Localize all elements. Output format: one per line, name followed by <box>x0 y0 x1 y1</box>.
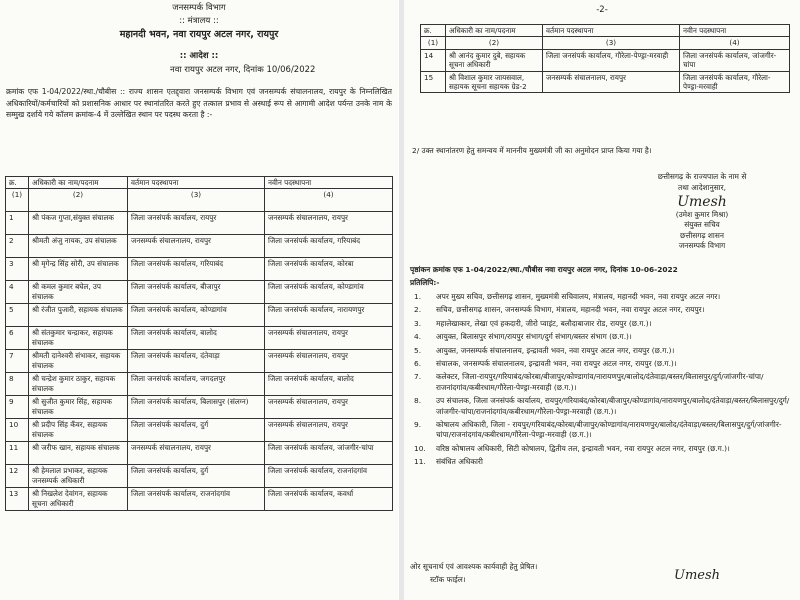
order-title: :: आदेश :: <box>179 51 219 61</box>
approval-note: 2/ उक्त स्थानांतरण हेतु समन्वय में माननीय मुख्यमंत्री जी का अनुमोदन प्राप्त किया गया है। <box>412 146 652 155</box>
officer-name: श्री सुजीत कुमार सिंह, सहायक संचालक <box>29 396 128 419</box>
list-item <box>414 444 794 454</box>
closing-note: ओर सूचनार्थ एवं आवश्यक कार्यवाही हेतु प्रेषित। <box>410 562 538 571</box>
row-number: 11 <box>6 442 29 465</box>
signer-government: छत्तीसगढ़ शासन <box>680 230 724 240</box>
authority-block <box>604 172 800 252</box>
column-number: (2) <box>446 37 543 49</box>
current-posting: जिला जनसंपर्क कार्यालय, बालोद <box>128 327 265 350</box>
row-number: 4 <box>6 281 29 304</box>
current-posting: जिला जनसंपर्क कार्यालय, बिलासपुर (संलग्न) <box>128 396 265 419</box>
table-row <box>6 235 393 258</box>
column-number: (4) <box>680 37 790 49</box>
new-posting: जनसम्पर्क संचालनालय, रायपुर <box>265 350 393 373</box>
table-row <box>6 350 393 373</box>
officer-name: श्री कमल कुमार बघेल, उप संचालक <box>29 281 128 304</box>
new-posting: जिला जनसंपर्क कार्यालय, गरियाबंद <box>265 235 393 258</box>
list-text: वरिष्ठ कोषालय अधिकारी, सिटी कोषालय, द्वितीय तल, इन्द्रावती भवन, नवा रायपुर अटल नगर, रायपुर (छ.ग.)। <box>436 443 730 453</box>
page-number: -2- <box>596 5 608 15</box>
current-posting: जिला जनसंपर्क कार्यालय, गौरेला-पेण्ड्रा-मरवाही <box>543 49 680 71</box>
officer-name: श्री संतकुमार चन्द्राकर, सहायक संचालक <box>29 327 128 350</box>
transfer-table <box>5 176 393 511</box>
list-text: सचिव, छत्तीसगढ़ शासन, जनसम्पर्क विभाग, मंत्रालय, महानदी भवन, नवा रायपुर अटल नगर, रायपुर। <box>436 305 705 315</box>
table-row <box>6 258 393 281</box>
officer-name: श्री जरीफ खान, सहायक संचालक <box>29 442 128 465</box>
column-header: वर्तमान पदस्थापना <box>128 177 265 189</box>
copy-to-label: प्रतिलिपि:- <box>410 278 440 287</box>
table-row <box>421 71 790 93</box>
officer-name: श्रीमती अंजु नायक, उप संचालक <box>29 235 128 258</box>
list-number: 2. <box>414 305 422 315</box>
order-page-1 <box>0 0 398 600</box>
new-posting: जिला जनसंपर्क कार्यालय, कवर्धा <box>265 488 393 511</box>
new-posting: जिला जनसंपर्क कार्यालय, नारायणपुर <box>265 304 393 327</box>
list-text: संचालक, जनसम्पर्क संचालनालय, इन्द्रावती भवन, नवा रायपुर अटल नगर, रायपुर (छ.ग.)। <box>436 359 677 369</box>
column-header: अधिकारी का नाम/पदनाम <box>29 177 128 189</box>
signer-department: जनसम्पर्क विभाग <box>678 241 726 250</box>
officer-name: श्री चन्द्रेश कुमार ठाकुर, सहायक संचालक <box>29 373 128 396</box>
new-posting: जिला जनसंपर्क कार्यालय, राजनांदगांव <box>265 465 393 488</box>
table-row <box>6 488 393 511</box>
signer-post: संयुक्त सचिव <box>684 220 720 229</box>
current-posting: जनसम्पर्क संचालनालय, रायपुर <box>543 71 680 93</box>
letterhead <box>0 2 398 41</box>
new-posting: जिला जनसंपर्क कार्यालय, कोण्डागांव <box>265 281 393 304</box>
new-posting: जनसम्पर्क संचालनालय, रायपुर <box>265 327 393 350</box>
list-number: 8. <box>414 396 422 406</box>
list-text: संबंधित अधिकारी <box>436 457 483 467</box>
department-name: जनसम्पर्क विभाग <box>172 3 226 13</box>
row-number: 6 <box>6 327 29 350</box>
table-row <box>6 281 393 304</box>
copy-list <box>414 292 794 471</box>
list-number: 6. <box>414 359 422 369</box>
current-posting: जिला जनसंपर्क कार्यालय, दुर्ग <box>128 419 265 442</box>
list-item <box>414 305 794 315</box>
list-number: 4. <box>414 332 422 342</box>
table-row <box>6 304 393 327</box>
list-item <box>414 292 794 302</box>
row-number: 9 <box>6 396 29 419</box>
list-number: 1. <box>414 292 422 301</box>
current-posting: जिला जनसंपर्क कार्यालय, बीजापुर <box>128 281 265 304</box>
row-number: 3 <box>6 258 29 281</box>
order-line: तथा आदेशानुसार, <box>677 182 726 192</box>
current-posting: जिला जनसंपर्क कार्यालय, राजनांदगांव <box>128 488 265 511</box>
row-number: 2 <box>6 235 29 258</box>
list-text: आयुक्त, बिलासपुर संभाग/रायपुर संभाग/दुर्ग संभाग/बस्तर संभाग (छ.ग.)। <box>436 332 632 342</box>
new-posting: जिला जनसंपर्क कार्यालय, कोरबा <box>265 258 393 281</box>
officer-name: श्री आनंद कुमार दुबे, सहायक सूचना अधिकारी <box>446 49 543 71</box>
row-number: 10 <box>6 419 29 442</box>
current-posting: जिला जनसंपर्क कार्यालय, दुर्ग <box>128 465 265 488</box>
list-number: 3. <box>414 318 422 328</box>
current-posting: जिला जनसंपर्क कार्यालय, जगदलपुर <box>128 373 265 396</box>
transfer-table-continued <box>420 24 790 93</box>
list-text: आयुक्त, जनसम्पर्क संचालनालय, इन्द्रावती भवन, नवा रायपुर अटल नगर, रायपुर (छ.ग.)। <box>436 345 675 355</box>
order-page-2 <box>404 0 800 600</box>
column-header: नवीन पदस्थापना <box>265 177 393 189</box>
column-number: (4) <box>265 189 393 212</box>
signature: Umesh <box>677 194 727 210</box>
table-row <box>6 419 393 442</box>
list-item <box>414 346 794 356</box>
new-posting: जिला जनसंपर्क कार्यालय, जांजगीर-चांपा <box>265 442 393 465</box>
list-number: 10. <box>414 443 426 453</box>
column-number: (3) <box>543 37 680 49</box>
list-item <box>414 359 794 369</box>
list-item <box>414 396 794 417</box>
officer-name: श्री निखलेश देवांगन, सहायक सूचना अधिकारी <box>29 488 128 511</box>
current-posting: जिला जनसंपर्क कार्यालय, दंतेवाड़ा <box>128 350 265 373</box>
governor-line: छत्तीसगढ़ के राज्यपाल के नाम से <box>657 172 747 181</box>
order-paragraph: क्रमांक एफ 1-04/2022/स्था./चौबीस :: राज्य शासन एतद्द्वारा जनसम्पर्क विभाग एवं जनसम्पर्क संचालनालय, रायपुर के निम्नलिखित अधिकारियों/कर्मचारियों को प्रशासनिक आधार पर स्थानांतरित करते हुए तत्काल प्रभाव से अस्थाई रूप से आगामी आदेश पर्यन्त उनके नाम के सम्मुख दर्शाये गये कॉलम क्रमांक-4 में उल्लेखित स्थान पर पदस्थ करता है :- <box>6 87 392 120</box>
officer-name: श्री पंकज गुप्ता,संयुक्त संचालक <box>29 212 128 235</box>
new-posting: जिला जनसंपर्क कार्यालय, गौरेला-पेण्ड्रा-मरवाही <box>680 71 790 93</box>
officer-name: श्री मृगेन्द्र सिंह सोरी, उप संचालक <box>29 258 128 281</box>
current-posting: जनसम्पर्क संचालनालय, रायपुर <box>128 442 265 465</box>
list-text: कलेक्टर, जिला-रायपुर/गरियाबंद/कोरबा/बीजापुर/कोण्डागांव/नारायणपुर/बालोद/दंतेवाड़ा/बस्तर/बिलासपुर/दुर्ग/जांजगीर-चांपा/राजनांदगांव/कबीरधाम/गौरेला-पेण्ड्रा-मरवाही (छ.ग.)। <box>436 372 764 392</box>
officer-name: श्रीमती दानेश्वरी संभाकर, सहायक संचालक <box>29 350 128 373</box>
column-header: नवीन पदस्थापना <box>680 25 790 37</box>
list-item <box>414 372 794 393</box>
column-header: वर्तमान पदस्थापना <box>543 25 680 37</box>
list-number: 9. <box>414 420 422 430</box>
office-address: महानदी भवन, नवा रायपुर अटल नगर, रायपुर <box>119 29 279 40</box>
table-row <box>6 396 393 419</box>
list-item <box>414 319 794 329</box>
column-number: (3) <box>128 189 265 212</box>
table-row <box>6 442 393 465</box>
list-item <box>414 332 794 342</box>
list-text: महालेखाकार, लेखा एवं हकदारी, जीरो प्वाइंट, बलौदाबाजार रोड, रायपुर (छ.ग.)। <box>436 318 652 328</box>
table-row <box>6 327 393 350</box>
signer-name: (उमेश कुमार मिश्रा) <box>675 209 729 219</box>
row-number: 1 <box>6 212 29 235</box>
endorsement-line: पृष्ठांकन क्रमांक एफ 1-04/2022/स्था./चौबीस नवा रायपुर अटल नगर, दिनांक 10-06-2022 <box>410 265 678 274</box>
new-posting: जिला जनसंपर्क कार्यालय, बालोद <box>265 373 393 396</box>
column-header: क्र. <box>421 25 446 37</box>
new-posting: जनसम्पर्क संचालनालय, रायपुर <box>265 396 393 419</box>
list-text: अपर मुख्य सचिव, छत्तीसगढ़ शासन, मुख्यमंत्री सचिवालय, मंत्रालय, महानदी भवन, नवा रायपुर अटल नगर। <box>436 292 721 301</box>
column-header: क्र. <box>6 177 29 189</box>
row-number: 13 <box>6 488 29 511</box>
table-row <box>6 465 393 488</box>
signature-bottom: Umesh <box>674 568 721 583</box>
officer-name: श्री प्रदीप सिंह कँवर, सहायक संचालक <box>29 419 128 442</box>
column-number: (1) <box>6 189 29 212</box>
table-row <box>6 373 393 396</box>
table-row <box>421 49 790 71</box>
table-row <box>6 212 393 235</box>
new-posting: जनसम्पर्क संचालनालय, रायपुर <box>265 419 393 442</box>
list-number: 7. <box>414 372 422 382</box>
row-number: 12 <box>6 465 29 488</box>
stock-file-note: स्टॉक फाईल। <box>430 575 466 584</box>
column-header: अधिकारी का नाम/पदनाम <box>446 25 543 37</box>
list-text: कोषालय अधिकारी, जिला - रायपुर/गरियाबंद/कोरबा/बीजापुर/कोण्डागांव/नारायणपुर/बालोद/दंतेवाड़ा/बस्तर/बिलासपुर/दुर्ग/जांजगीर-चांपा/राजनांदगांव/कबीरधाम/गौरेला-पेण्ड्रा-मरवाही (छ.ग.)। <box>436 420 782 440</box>
current-posting: जनसम्पर्क संचालनालय, रायपुर <box>128 235 265 258</box>
row-number: 5 <box>6 304 29 327</box>
list-text: उप संचालक, जिला जनसंपर्क कार्यालय, रायपुर/गरियाबंद/कोरबा/बीजापुर/कोण्डागांव/नारायणपुर/बालोद/दंतेवाड़ा/बस्तर/बिलासपुर/दुर्ग/जांजगीर-चांपा/राजनांदगांव/कबीरधाम/गौरेला-पेण्ड्रा-मरवाही (छ.ग.)। <box>436 396 790 416</box>
current-posting: जिला जनसंपर्क कार्यालय, गरियाबंद <box>128 258 265 281</box>
row-number: 15 <box>421 71 446 93</box>
new-posting: जिला जनसंपर्क कार्यालय, जांजगीर-चांपा <box>680 49 790 71</box>
list-item <box>414 457 794 467</box>
ministry-label: :: मंत्रालय :: <box>179 16 219 26</box>
officer-name: श्री विशाल कुमार जायसवाल, सहायक सूचना सहायक ग्रेड-2 <box>446 71 543 93</box>
officer-name: श्री हेमलाल प्रभाकर, सहायक जनसम्पर्क अधिकारी <box>29 465 128 488</box>
row-number: 8 <box>6 373 29 396</box>
officer-name: श्री रंजीत पुजारी, सहायक संचालक <box>29 304 128 327</box>
row-number: 14 <box>421 49 446 71</box>
list-number: 5. <box>414 345 422 355</box>
list-number: 11. <box>414 457 426 467</box>
row-number: 7 <box>6 350 29 373</box>
current-posting: जिला जनसंपर्क कार्यालय, कोण्डागांव <box>128 304 265 327</box>
list-item <box>414 420 794 441</box>
column-number: (2) <box>29 189 128 212</box>
new-posting: जनसम्पर्क संचालनालय, रायपुर <box>265 212 393 235</box>
order-place-date: नवा रायपुर अटल नगर, दिनांक 10/06/2022 <box>170 65 316 75</box>
current-posting: जिला जनसंपर्क कार्यालय, रायपुर <box>128 212 265 235</box>
column-number: (1) <box>421 37 446 49</box>
